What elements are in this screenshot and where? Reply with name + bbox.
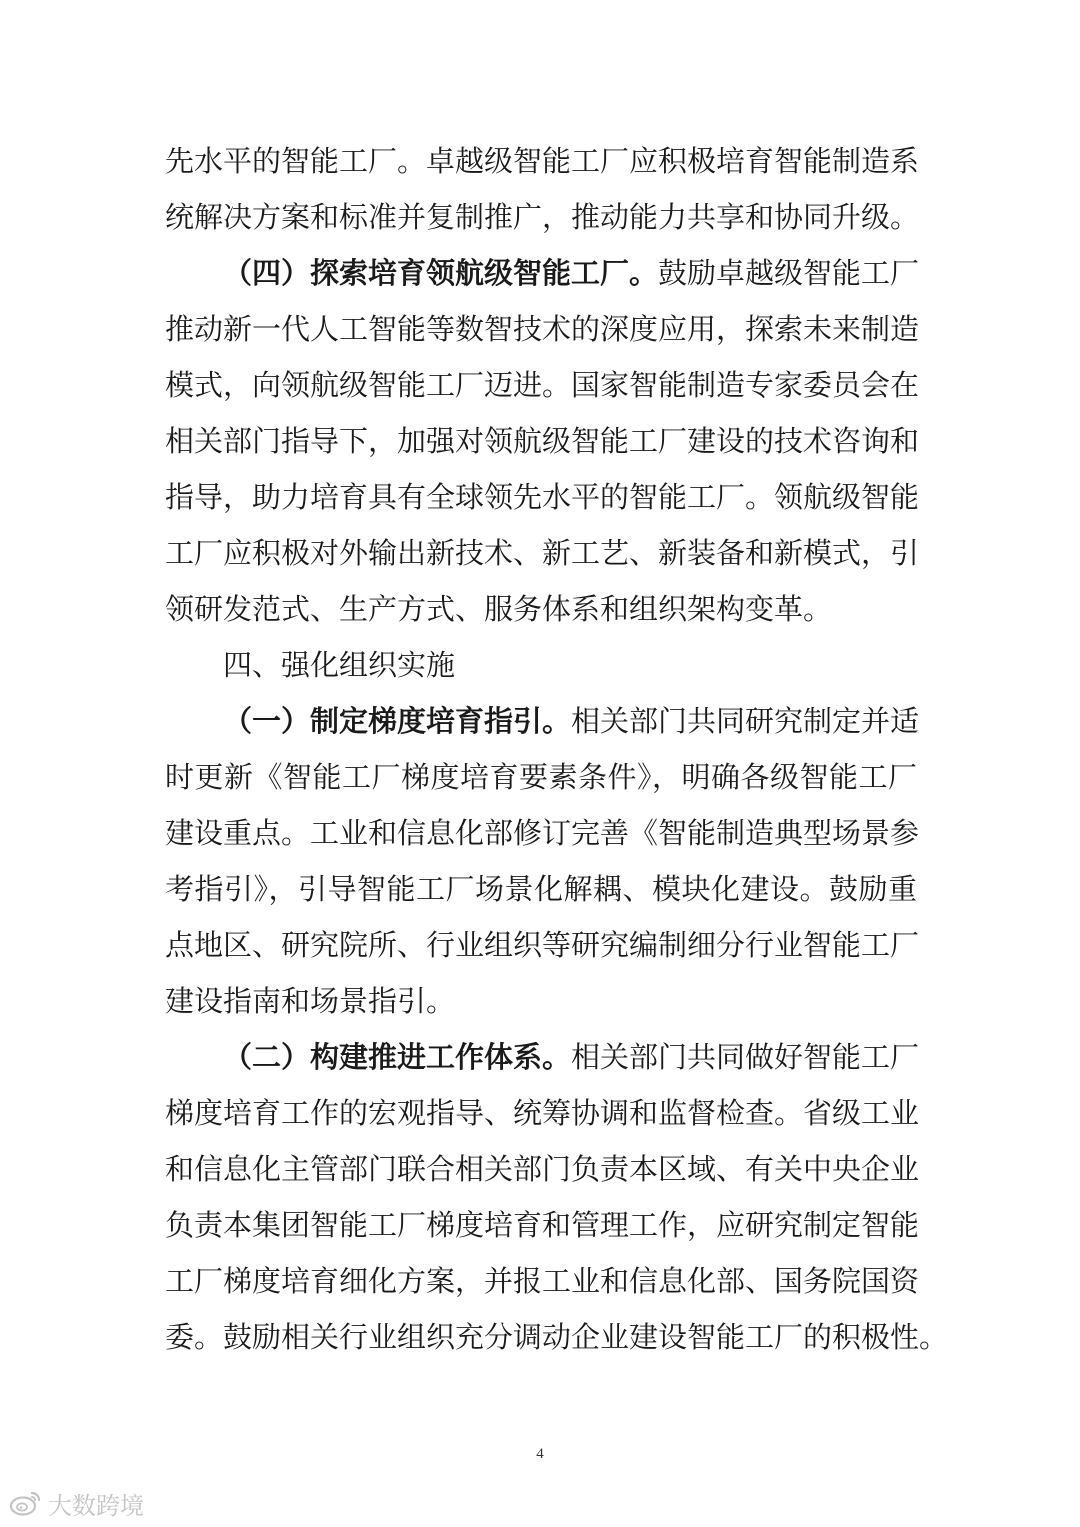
document-body	[165, 133, 949, 1365]
text-line: 建设指南和场景指引。	[165, 984, 456, 1018]
text-line: 指导，助力培育具有全球领先水平的智能工厂。领航级智能	[165, 480, 920, 514]
text-line: 领研发范式、生产方式、服务体系和组织架构变革。	[165, 592, 833, 626]
weibo-logo-icon	[8, 1489, 42, 1517]
text-line: 相关部门指导下，加强对领航级智能工厂建设的技术咨询和	[165, 424, 920, 458]
subsection-paragraph	[165, 1029, 920, 1085]
watermark	[8, 1488, 144, 1518]
text-line: 点地区、研究院所、行业组织等研究编制细分行业智能工厂	[165, 928, 920, 962]
text-line: 建设重点。工业和信息化部修订完善《智能制造典型场景参	[165, 816, 920, 850]
text-line: 模式，向领航级智能工厂迈进。国家智能制造专家委员会在	[165, 368, 920, 402]
text-line: 考指引》，引导智能工厂场景化解耦、模块化建设。鼓励重	[165, 872, 917, 906]
text-line: 负责本集团智能工厂梯度培育和管理工作，应研究制定智能	[165, 1208, 920, 1242]
subsection-heading: （一）制定梯度培育指引。	[223, 704, 572, 738]
text-line: 先水平的智能工厂。卓越级智能工厂应积极培育智能制造系	[165, 144, 920, 178]
text-line: 推动新一代人工智能等数智技术的深度应用，探索未来制造	[165, 312, 920, 346]
subsection-heading: （二）构建推进工作体系。	[223, 1040, 572, 1074]
text-line: 工厂梯度培育细化方案，并报工业和信息化部、国务院国资	[165, 1264, 920, 1298]
page-number: 4	[536, 1446, 544, 1462]
text-run: 鼓励卓越级智能工厂	[658, 256, 920, 290]
text-line: 工厂应积极对外输出新技术、新工艺、新装备和新模式，引	[165, 536, 920, 570]
subsection-paragraph	[165, 693, 920, 749]
watermark-text: 大数跨境	[48, 1491, 144, 1520]
text-line: 时更新《智能工厂梯度培育要素条件》，明确各级智能工厂	[165, 760, 917, 794]
text-line: 梯度培育工作的宏观指导、统筹协调和监督检查。省级工业	[165, 1096, 920, 1130]
section-heading: 四、强化组织实施	[223, 648, 456, 682]
text-run: 相关部门共同研究制定并适	[571, 704, 920, 738]
text-line: 委。鼓励相关行业组织充分调动企业建设智能工厂的积极性。	[165, 1320, 949, 1354]
text-run: 相关部门共同做好智能工厂	[571, 1040, 920, 1074]
text-line: 和信息化主管部门联合相关部门负责本区域、有关中央企业	[165, 1152, 920, 1186]
subsection-paragraph	[165, 245, 920, 301]
subsection-heading: （四）探索培育领航级智能工厂。	[223, 256, 659, 290]
text-line: 统解决方案和标准并复制推广，推动能力共享和协同升级。	[165, 200, 920, 234]
